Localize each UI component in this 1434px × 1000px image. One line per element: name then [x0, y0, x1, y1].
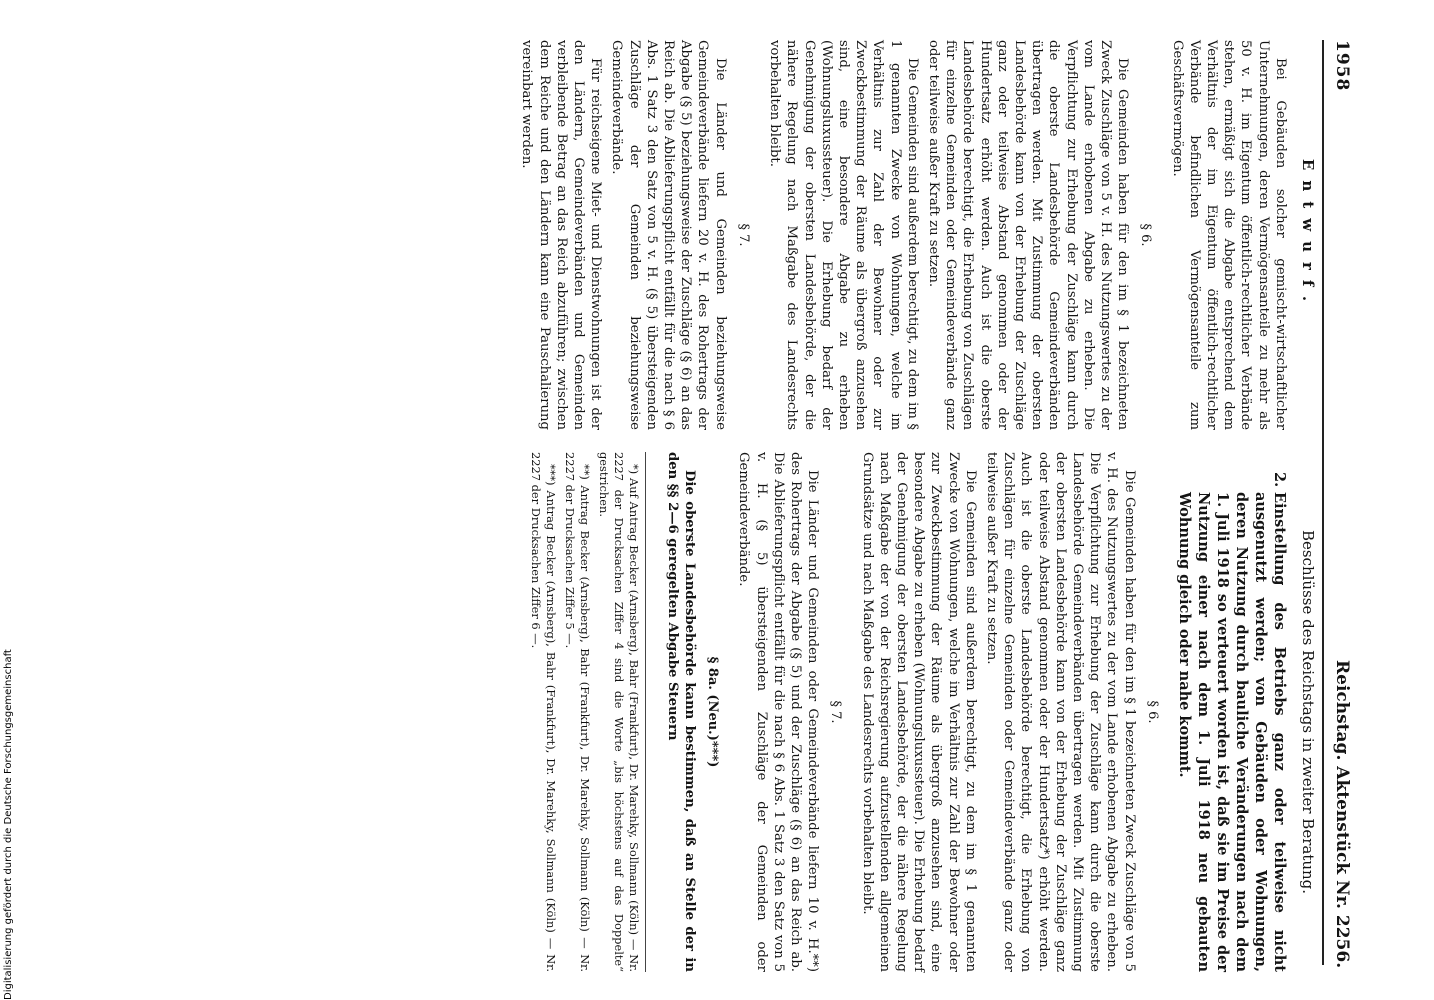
draft-section-7-title: § 7. — [735, 223, 751, 247]
resolution-section-7-title: § 7. — [828, 700, 844, 724]
footnote-1: *) Auf Antrag Becker (Arnsberg), Bahr (Frankfurt), Dr. Marehky, Sollmann (Köln) — Nr. 2227 der Drucksachen Ziffer 4 sind die Worte „bis höchstens auf das Doppelte“ gestrichen. — [596, 452, 641, 972]
resolutions-heading: Beschlüsse des Reichstags in zweiter Beratung. — [1299, 529, 1317, 895]
footnote-3: ***) Antrag Becker (Arnsberg), Bahr (Frankfurt), Dr. Marehky, Sollmann (Köln) — Nr. 2227 der Drucksachen Ziffer 6 —. — [528, 452, 558, 972]
resolutions-column — [524, 452, 1316, 972]
draft-section-6-title: § 6. — [1138, 223, 1154, 247]
digitization-credit — [0, 604, 18, 1000]
draft-section-7-paragraph-1: Die Länder und Gemeinden beziehungsweise Gemeindeverbände liefern 20 v. H. des Rohertrags der Abgabe (§ 5) beziehungsweise der Zuschläge (§ 6) an das Reich ab. Die Ablieferungspflicht entfällt für die nach § 6 Abs. 1 Satz 3 den Satz von 5 v. H. (§ 5) übersteigenden Zuschläge der Gemeinden beziehungsweise Gemeindeverbände. — [609, 40, 728, 430]
draft-section-6-paragraph-2: Die Gemeinden sind außerdem berechtigt, zu dem im § 1 genannten Zwecke von Wohnungen, welche im Verhältnis zur Zahl der Bewohner oder zur Zweckbestimmung der Räume als übergroß anzusehen sind, eine besondere Abgabe zu erheben (Wohnungsluxussteuer). Die Erhebung bedarf der Genehmigung der obersten Landesbehörde, der die nähere Regelung nach Maßgabe des Landesrechts vorbehalten bleibt. — [767, 40, 920, 430]
page-number: 1958 — [1332, 40, 1352, 92]
digitization-credit-text: Digitalisierung gefördert durch die Deutsche Forschungsgemeinschaft — [3, 649, 14, 1000]
resolution-section-6-paragraph-2: Die Gemeinden sind außerdem berechtigt, zu dem im § 1 genannten Zwecke von Wohnungen, welche im Verhältnis zur Zahl der Bewohner oder zur Zweckbestimmung der Räume als übergroß anzusehen sind, eine besondere Abgabe zu erheben (Wohnungsluxussteuer). Die Erhebung bedarf der Genehmigung der obersten Landesbehörde, der die nähere Regelung nach Maßgabe der von der Reichsregierung aufzustellenden allgemeinen Grundsätze und nach Maßgabe des Landesrechts vorbehalten bleibt. — [859, 452, 978, 972]
resolution-section-8a-title: § 8a. (Neu.)***) — [705, 656, 721, 768]
resolution-item-2-text: Einstellung des Betriebs ganz oder teilweise nicht ausgenutzt werden; von Gebäuden oder Wohnungen, deren Nutzung durch bauliche Veränderungen nach dem 1. Juli 1918 so verteuert worden ist, daß sie im Preise der Nutzung einer nach dem 1. Juli 1918 neu gebauten Wohnung gleich oder nahe kommt. — [1175, 492, 1288, 972]
page-header — [1322, 40, 1354, 969]
resolution-item-2 — [1175, 472, 1289, 972]
draft-section-6-paragraph-1: Die Gemeinden haben für den im § 1 bezeichneten Zweck Zuschläge von 5 v. H. des Nutzungswertes zu der vom Lande erhobenen Abgabe zu erheben. Die Verpflichtung zur Erhebung der Zuschläge kann durch die oberste Landesbehörde Gemeindeverbänden übertragen werden. Mit Zustimmung der obersten Landesbehörde kann von der Erhebung der Zuschläge ganz oder teilweise Abstand genommen oder der Hundertsatz erhöht werden. Auch ist die oberste Landesbehörde berechtigt, die Erhebung von Zuschlägen für einzelne Gemeinden oder Gemeindeverbände ganz oder teilweise außer Kraft zu setzen. — [925, 40, 1131, 430]
resolution-section-6-paragraph-1: Die Gemeinden haben für den im § 1 bezeichneten Zweck Zuschläge von 5 v. H. des Nutzungswertes zu der vom Lande erhobenen Abgabe zu erheben. Die Verpflichtung zur Erhebung der Zuschläge kann durch die oberste Landesbehörde Gemeindeverbänden übertragen werden. Mit Zustimmung der obersten Landesbehörde kann von der Erhebung der Zuschläge ganz oder teilweise Abstand genommen oder der Hundertsatz*) erhöht werden. Auch ist die oberste Landesbehörde berechtigt, die Erhebung von Zuschlägen für einzelne Gemeinden oder Gemeindeverbände ganz oder teilweise außer Kraft zu setzen. — [983, 452, 1137, 972]
resolution-item-2-number: 2. — [1270, 472, 1288, 488]
footnotes — [528, 452, 646, 972]
resolution-section-8a-paragraph-1: Die oberste Landesbehörde kann bestimmen, daß an Stelle der in den §§ 2—6 geregelten Abgabe Steuern — [664, 452, 697, 972]
journal-title: Reichstag. Aktenstück Nr. 2256. — [1332, 660, 1352, 969]
footnote-2: **) Antrag Becker (Arnsberg), Bahr (Frankfurt), Dr. Marehky, Sollmann (Köln) — Nr. 2227 der Drucksachen Ziffer 5 —. — [562, 452, 592, 972]
draft-column — [514, 40, 1316, 430]
draft-section-7-paragraph-2: Für reichseigene Miet- und Dienstwohnungen ist der den Ländern, Gemeindeverbänden und Gemeinden verbleibende Betrag an das Reich abzuführen; zwischen dem Reiche und den Ländern kann eine Pauschalierung vereinbart werden. — [519, 40, 604, 430]
resolution-section-6-title: § 6. — [1144, 700, 1160, 724]
draft-heading: Entwurf. — [1299, 158, 1317, 312]
draft-intro-paragraph: Bei Gebäuden solcher gemischt-wirtschaftlicher Unternehmungen, deren Vermögensanteile zu mehr als 50 v. H. im Eigentum öffentlich-rechtlicher Verbände stehen, ermäßigt sich die Abgabe entsprechend dem Verhältnis der im Eigentum öffentlich-rechtlicher Verbände befindlichen Vermögensanteile zum Geschäftsvermögen. — [1169, 40, 1288, 430]
resolution-section-7-paragraph-1: Die Länder und Gemeinden oder Gemeindeverbände liefern 10 v. H.**) des Rohertrags der Abgabe (§ 5) und der Zuschläge (§ 6) an das Reich ab. Die Ablieferungspflicht entfällt für die nach § 6 Abs. 1 Satz 3 den Satz von 5 v. H. (§ 5) übersteigenden Zuschläge der Gemeinden oder Gemeindeverbände. — [736, 452, 821, 972]
